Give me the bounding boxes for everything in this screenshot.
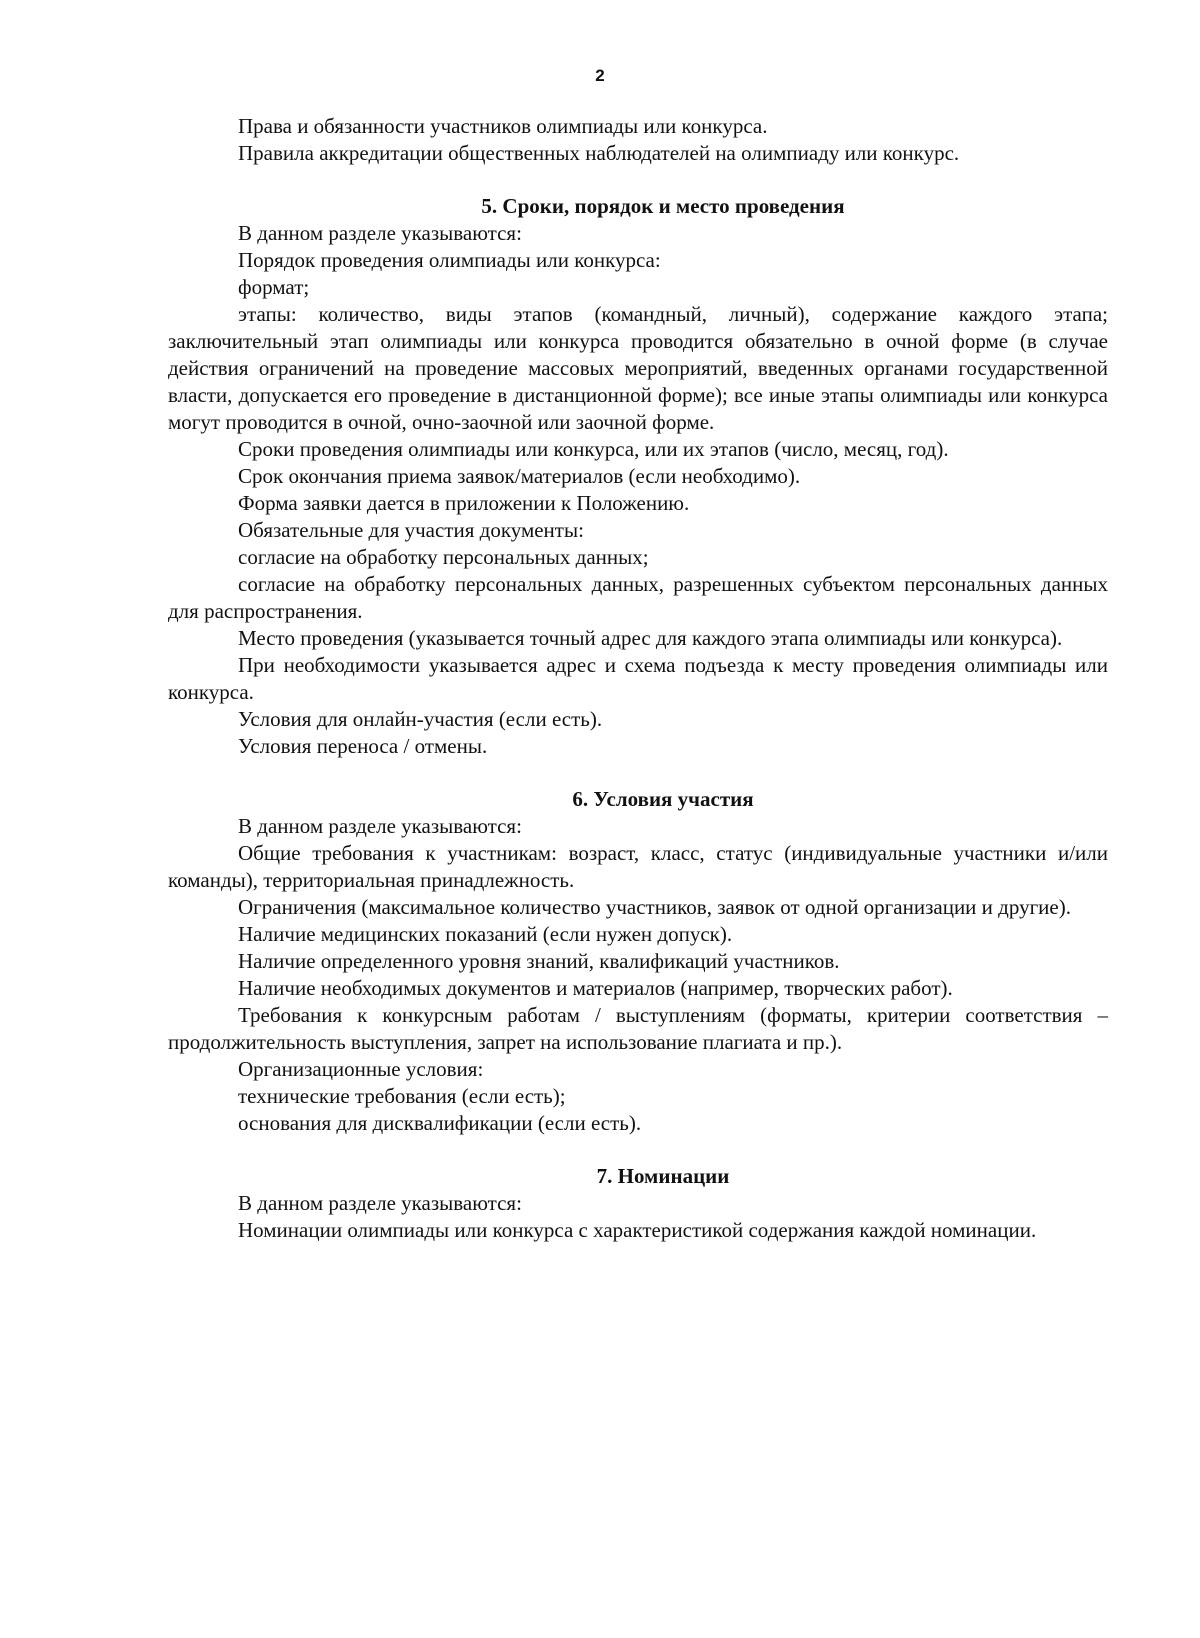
paragraph: Условия для онлайн-участия (если есть). [238, 707, 603, 731]
paragraph: Права и обязанности участников олимпиады или конкурса. [238, 114, 768, 138]
paragraph: Место проведения (указывается точный адрес для каждого этапа олимпиады или конкурса). [238, 626, 1063, 650]
paragraph: Номинации олимпиады или конкурса с характеристикой содержания каждой номинации. [238, 1218, 1037, 1242]
paragraph: При необходимости указывается адрес и схема подъезда к месту проведения олимпиады или конкурса. [168, 653, 1108, 704]
paragraph: Общие требования к участникам: возраст, класс, статус (индивидуальные участники и/или команды), территориальная принадлежность. [168, 841, 1108, 892]
paragraph: Порядок проведения олимпиады или конкурса: [238, 248, 661, 272]
paragraph: Сроки проведения олимпиады или конкурса, или их этапов (число, месяц, год). [238, 437, 949, 461]
paragraph: Требования к конкурсным работам / выступлениям (форматы, критерии соответствия – продолжительность выступления, запрет на использование плагиата и пр.). [168, 1003, 1108, 1054]
paragraph: В данном разделе указываются: [238, 1191, 522, 1215]
paragraph: этапы: количество, виды этапов (командный, личный), содержание каждого этапа; заключительный этап олимпиады или конкурса проводится обязательно в очной форме (в случае действия ограничений на проведение массовых мероприятий, введенных органами государственной власти, допускается его проведение в дистанционной форме); все иные этапы олимпиады или конкурса могут проводится в очной, очно-заочной или заочной форме. [168, 302, 1108, 434]
paragraph: технические требования (если есть); [238, 1084, 566, 1108]
paragraph: Форма заявки дается в приложении к Положению. [238, 491, 690, 515]
paragraph: Наличие медицинских показаний (если нужен допуск). [238, 922, 733, 946]
paragraph: Наличие необходимых документов и материалов (например, творческих работ). [238, 976, 953, 1000]
paragraph: Организационные условия: [238, 1057, 484, 1081]
paragraph: Обязательные для участия документы: [238, 518, 584, 542]
section-5-title: 5. Сроки, порядок и место проведения [481, 194, 845, 218]
paragraph: Условия переноса / отмены. [238, 734, 488, 758]
paragraph: согласие на обработку персональных данных, разрешенных субъектом персональных данных для распространения. [168, 572, 1108, 623]
document-body [168, 113, 1108, 1244]
paragraph: Срок окончания приема заявок/материалов (если необходимо). [238, 464, 801, 488]
paragraph: В данном разделе указываются: [238, 221, 522, 245]
paragraph: согласие на обработку персональных данных; [238, 545, 649, 569]
section-6-title: 6. Условия участия [572, 787, 754, 811]
paragraph: Наличие определенного уровня знаний, квалификаций участников. [238, 949, 840, 973]
page-number: 2 [595, 66, 605, 85]
paragraph: основания для дисквалификации (если есть). [238, 1111, 642, 1135]
paragraph: формат; [238, 275, 310, 299]
paragraph: Правила аккредитации общественных наблюдателей на олимпиаду или конкурс. [238, 141, 960, 165]
paragraph: Ограничения (максимальное количество участников, заявок от одной организации и другие). [238, 895, 1071, 919]
section-7-title: 7. Номинации [596, 1164, 730, 1188]
paragraph: В данном разделе указываются: [238, 814, 522, 838]
